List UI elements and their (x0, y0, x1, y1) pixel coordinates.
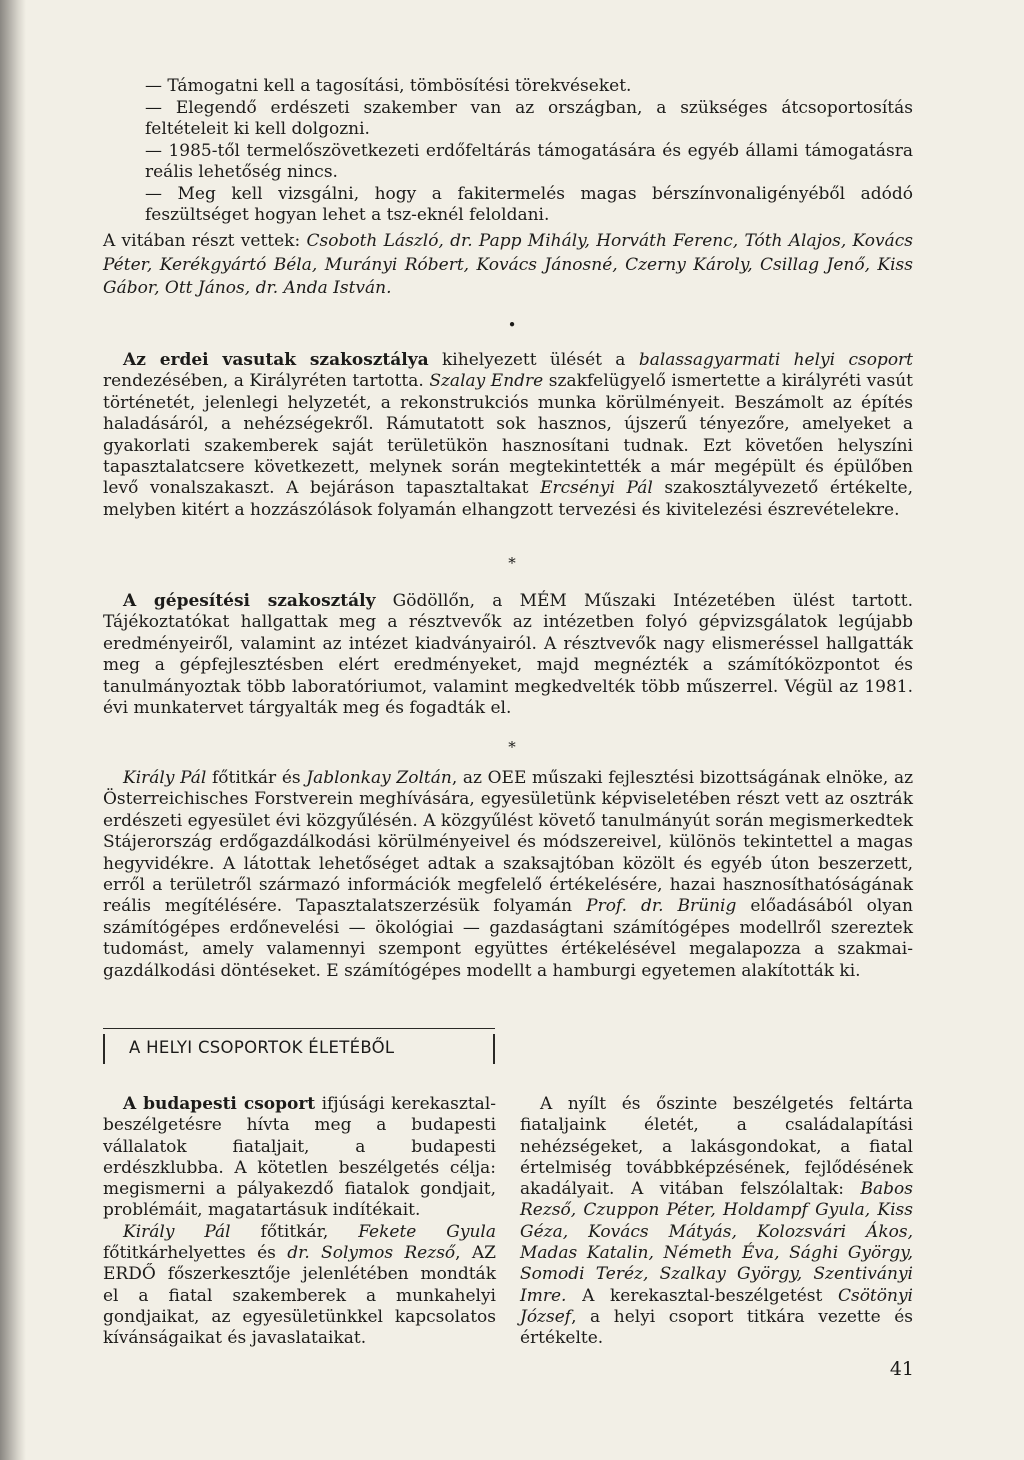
heading-rule (103, 1028, 495, 1029)
paragraph-erdei-vasutak: Az erdei vasutak szakosztálya kihelyezett ülését a balassagyarmati helyi csoport rendezésében, a Királyréten tartotta. Szalay Endre szakfelügyelő ismertette a királyréti vasút történetét, jelenlegi helyzetét, a rekonstrukciós munka körülményeit. Beszámolt az építés haladásáról, a nehézségekről. Rámutatott sok hasznos, újszerű tényezőre, amelyeket a gyakorlati szakemberek saját területükön hasznosítani tudnak. Ezt követően helyszíni tapasztalatcsere következett, melynek során megtekintették a már megépült és épülőben levő vonalszakaszt. A bejáráson tapasztaltakat Ercsényi Pál szakosztályvezető értékelte, melyben kitért a hozzászólások folyamán elhangzott tervezési és kivitelezési észrevételekre. (103, 350, 914, 520)
separator-dot: • (507, 316, 517, 334)
paragraph-budapesti: A budapesti csoport ifjúsági kerekasztal-beszélgetésre hívta meg a budapesti vállalatok fiataljait, a budapesti erdészklubba. A kötetlen beszélgetés célja: megismerni a pályakezdő fiatalok gondjait, problémáit, magatartásuk indítékait. (103, 1094, 496, 1221)
paragraph-nyilt: A nyílt és őszinte beszélgetés feltárta fiataljaink életét, a családalapítási nehézségeket, a lakásgondokat, a fiatal értelmiség továbbképzésének, fejlődésének akadályait. A vitában felszólaltak: Babos Rezső, Czuppon Péter, Holdampf Gyula, Kiss Géza, Kovács Mátyás, Kolozsvári Ákos, Madas Katalin, Németh Éva, Sághi György, Somodi Teréz, Szalkay György, Szentiványi Imre. A kerekasztal-beszélgetést Csötönyi József, a helyi csoport titkára vezette és értékelte. (520, 1094, 913, 1349)
paragraph-budapesti-2: Király Pál főtitkár, Fekete Gyula főtitkárhelyettes és dr. Solymos Rezső, AZ ERDŐ főszerkesztője jelenlétében mondták el a fiatal szakemberek a munkahelyi gondjaikat, az egyesületünkkel kapcsolatos kívánságaikat és javaslataikat. (103, 1221, 496, 1349)
debate-participants: A vitában részt vettek: Csoboth László, dr. Papp Mihály, Horváth Ferenc, Tóth Alajos, Kovács Péter, Kerékgyártó Béla, Murányi Róbert, Kovács Jánosné, Czerny Károly, Csillag Jenő, Kiss Gábor, Ott János, dr. Anda István. (103, 231, 913, 298)
bullet-list (103, 76, 913, 227)
bullet-item: — Elegendő erdészeti szakember van az országban, a szükséges átcsoportosítás feltételeit ki kell dolgozni. (145, 97, 913, 139)
section-title: A HELYI CSOPORTOK ÉLETÉBŐL (129, 1038, 395, 1057)
section-heading-box (103, 1028, 495, 1064)
left-column (103, 1094, 496, 1350)
binding-edge-shadow (0, 0, 26, 1460)
paragraph-gepesitesi: A gépesítési szakosztály Gödöllőn, a MÉM Műszaki Intézetében ülést tartott. Tájékoztatókat hallgattak meg a résztvevők az intézetben folyó gépvizsgálatok legújabb eredményeiről, valamint az intézet kiadványairól. A résztvevők nagy elismeréssel hallgatták meg a gépfejlesztésben elért eredményeket, majd megnézték a számítóközpontot és tanulmányoztak több laboratóriumot, valamint megkedvelték több műszerrel. Végül az 1981. évi munkatervet tárgyalták meg és fogadták el. (103, 591, 913, 719)
bullet-item: — 1985-től termelőszövetkezeti erdőfeltárás támogatására és egyéb állami támogatásra reális lehetőség nincs. (145, 140, 913, 182)
heading-right-bar (493, 1034, 495, 1064)
separator-asterisk: * (508, 738, 516, 756)
bullet-item: — Meg kell vizsgálni, hogy a fakitermelés magas bérszínvonaligényéből adódó feszültséget hogyan lehet a tsz-eknél feloldani. (145, 183, 913, 225)
heading-left-bar (103, 1034, 105, 1064)
bullet-item: — Támogatni kell a tagosítási, tömbösítési törekvéseket. (145, 76, 632, 96)
page-number: 41 (889, 1358, 914, 1380)
paragraph-kiraly: Király Pál főtitkár és Jablonkay Zoltán, az OEE műszaki fejlesztési bizottságának elnöke, az Österreichisches Forstverein meghívására, egyesületünk képviseletében részt vett az osztrák erdészeti egyesület évi közgyűlésén. A közgyűlést követő tanulmányút során megismerkedtek Stájerország erdőgazdálkodási körülményeivel és módszereivel, különös tekintettel a magas hegyvidékre. A látottak lehetőséget adtak a szaksajtóban közölt és egyéb úton beszerzett, erről a területről származó információk megfelelő értékelésére, hazai hasznosíthatóságának reális megítélésére. Tapasztalatszerzésük folyamán Prof. dr. Brünig előadásából olyan számítógépes erdőnevelési — ökológiai — gazdaságtani számítógépes modellről szereztek tudomást, amely valamennyi szempont együttes értékelésével megalapozza a szakmai-gazdálkodási döntéseket. E számítógépes modellt a hamburgi egyetemen alakították ki. (103, 768, 914, 981)
separator-asterisk: * (508, 554, 516, 572)
right-column (520, 1094, 913, 1350)
